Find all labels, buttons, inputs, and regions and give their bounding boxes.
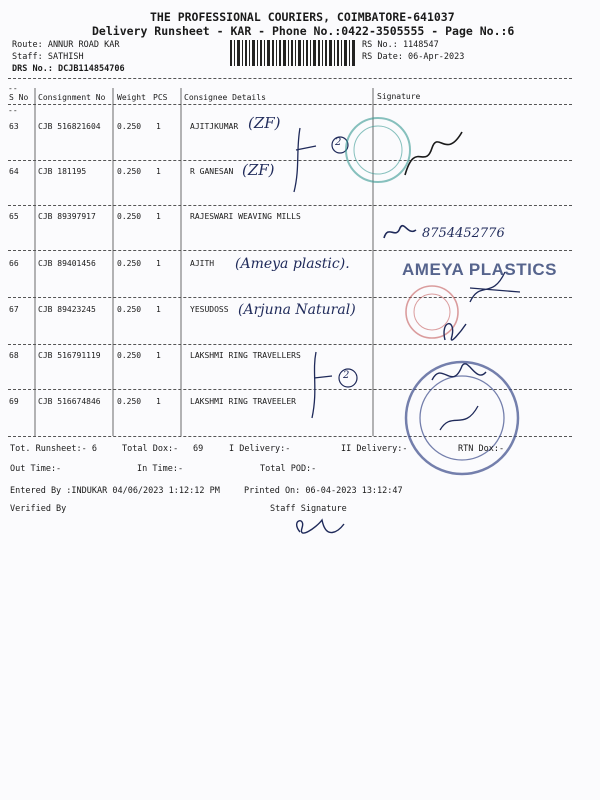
signature-row65 bbox=[384, 226, 416, 238]
row-consignment: CJB 89401456 bbox=[38, 259, 96, 268]
row-consignment: CJB 516674846 bbox=[38, 397, 101, 406]
row-consignment: CJB 89397917 bbox=[38, 212, 96, 221]
row-pcs: 1 bbox=[156, 397, 161, 406]
ameya-seal bbox=[406, 286, 458, 338]
row-pcs: 1 bbox=[156, 167, 161, 176]
row-sno: 64 bbox=[9, 167, 19, 176]
row-sno: 68 bbox=[9, 351, 19, 360]
row-weight: 0.250 bbox=[117, 397, 142, 406]
signature-row67 bbox=[444, 324, 466, 340]
total-dox-value: 69 bbox=[193, 444, 204, 454]
handwritten-count: 2 bbox=[343, 370, 350, 381]
row-consignment: CJB 89423245 bbox=[38, 305, 96, 314]
handwritten-count: 2 bbox=[335, 137, 342, 148]
row-details: R GANESAN bbox=[190, 167, 234, 176]
row-pcs: 1 bbox=[156, 305, 161, 314]
company-round-stamp bbox=[406, 362, 518, 474]
col-signature: Signature bbox=[377, 92, 421, 101]
total-dox-label: Total Dox:- bbox=[122, 444, 179, 454]
staff-signature-scribble bbox=[297, 520, 344, 533]
runsheet-subtitle: Delivery Runsheet - KAR - Phone No.:0422-3505555 - Page No.:6 bbox=[92, 24, 515, 38]
ameya-stamp-text: AMEYA PLASTICS bbox=[402, 260, 557, 279]
col-consignee: Consignee Details bbox=[184, 93, 266, 102]
header-dash-mark: -- bbox=[8, 106, 18, 115]
row-handwritten-note: (Ameya plastic). bbox=[235, 256, 350, 272]
rs-number: RS No.: 1148547 bbox=[362, 40, 439, 50]
tot-runsheet: Tot. Runsheet:- 6 bbox=[10, 444, 97, 454]
row-sno: 63 bbox=[9, 122, 19, 131]
row-pcs: 1 bbox=[156, 122, 161, 131]
row-consignment: CJB 516791119 bbox=[38, 351, 101, 360]
row-details: LAKSHMI RING TRAVEELER bbox=[190, 397, 296, 406]
in-time-label: In Time:- bbox=[137, 464, 184, 474]
ii-delivery-label: II Delivery:- bbox=[341, 444, 408, 454]
row-details: YESUDOSS bbox=[190, 305, 229, 314]
row-weight: 0.250 bbox=[117, 167, 142, 176]
brace-mark bbox=[294, 128, 316, 192]
handwritten-phone: 8754452776 bbox=[422, 226, 505, 241]
drs-number: DRS No.: DCJB114854706 bbox=[12, 64, 125, 74]
row-weight: 0.250 bbox=[117, 305, 142, 314]
row-consignment: CJB 516821604 bbox=[38, 122, 101, 131]
rtn-dox-label: RTN Dox:- bbox=[458, 444, 505, 454]
signature-row63 bbox=[405, 132, 462, 175]
row-sno: 67 bbox=[9, 305, 19, 314]
row-handwritten-note: (Arjuna Natural) bbox=[238, 302, 356, 318]
printed-on: Printed On: 06-04-2023 13:12:47 bbox=[244, 486, 403, 496]
col-sno: S No bbox=[9, 93, 29, 102]
row-sno: 69 bbox=[9, 397, 19, 406]
row-sno: 66 bbox=[9, 259, 19, 268]
i-delivery-label: I Delivery:- bbox=[229, 444, 291, 454]
staff-label: Staff: SATHISH bbox=[12, 52, 84, 62]
staff-signature-label: Staff Signature bbox=[270, 504, 347, 514]
row-consignment: CJB 181195 bbox=[38, 167, 87, 176]
row-weight: 0.250 bbox=[117, 212, 142, 221]
row-pcs: 1 bbox=[156, 212, 161, 221]
header-dash-mark: -- bbox=[8, 84, 18, 93]
total-pod-label: Total POD:- bbox=[260, 464, 317, 474]
company-title: THE PROFESSIONAL COURIERS, COIMBATORE-641037 bbox=[150, 10, 455, 24]
entered-by: Entered By :INDUKAR 04/06/2023 1:12:12 PM bbox=[10, 486, 220, 496]
route-label: Route: ANNUR ROAD KAR bbox=[12, 40, 120, 50]
verified-by-label: Verified By bbox=[10, 504, 67, 514]
row-handwritten-note: (ZF) bbox=[248, 114, 281, 132]
col-consignment: Consignment No bbox=[38, 93, 106, 102]
row-handwritten-note: (ZF) bbox=[242, 161, 275, 179]
row-weight: 0.250 bbox=[117, 259, 142, 268]
out-time-label: Out Time:- bbox=[10, 464, 62, 474]
col-pcs: PCS bbox=[153, 93, 168, 102]
round-stamp bbox=[346, 118, 410, 182]
row-details: AJITH bbox=[190, 259, 215, 268]
signature-row69 bbox=[440, 406, 478, 430]
row-details: AJITJKUMAR bbox=[190, 122, 239, 131]
brace-mark bbox=[312, 352, 332, 418]
row-pcs: 1 bbox=[156, 259, 161, 268]
row-pcs: 1 bbox=[156, 351, 161, 360]
row-details: RAJESWARI WEAVING MILLS bbox=[190, 212, 301, 221]
col-weight: Weight bbox=[117, 93, 146, 102]
row-details: LAKSHMI RING TRAVELLERS bbox=[190, 351, 301, 360]
row-weight: 0.250 bbox=[117, 351, 142, 360]
row-weight: 0.250 bbox=[117, 122, 142, 131]
rs-date: RS Date: 06-Apr-2023 bbox=[362, 52, 465, 62]
row-sno: 65 bbox=[9, 212, 19, 221]
